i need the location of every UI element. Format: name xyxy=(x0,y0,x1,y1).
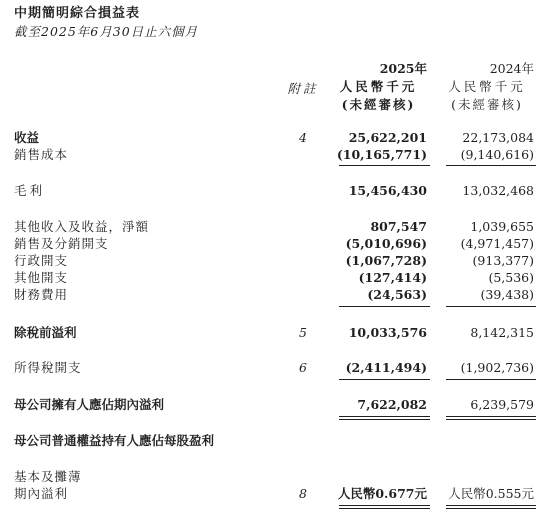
finance-costs-label: 財務費用 xyxy=(14,287,69,302)
total-double-rule-2024 xyxy=(446,416,536,420)
revenue-note: 4 xyxy=(299,130,307,145)
admin-expenses-2024: (913,377) xyxy=(472,253,534,268)
other-expenses-label: 其他開支 xyxy=(14,270,69,285)
other-expenses-2025: (127,414) xyxy=(358,270,427,285)
statement-title: 中期簡明綜合損益表 xyxy=(14,6,141,21)
other-income-label: 其他收入及收益，淨額 xyxy=(14,219,150,234)
profit-attributable-2024: 6,239,579 xyxy=(470,397,534,412)
cost-of-sales-2025: (10,165,771) xyxy=(336,147,427,162)
eps-2024: 人民幣0.555元 xyxy=(448,486,534,501)
other-expenses-2024: (5,536) xyxy=(488,270,534,285)
eps-section-heading: 母公司普通權益持有人應佔每股盈利 xyxy=(14,433,215,448)
profit-before-tax-label: 除稅前溢利 xyxy=(14,325,77,340)
unaudited-2024-header: (未經審核) xyxy=(451,97,523,112)
subtotal-rule-2025 xyxy=(339,165,430,166)
year-2025-header: 2025年 xyxy=(379,61,427,76)
income-tax-2025: (2,411,494) xyxy=(345,360,427,375)
period-profit-label: 期內溢利 xyxy=(14,486,69,501)
subtotal-rule-2025 xyxy=(339,379,430,380)
profit-attributable-label: 母公司擁有人應佔期內溢利 xyxy=(14,397,165,412)
basic-diluted-label: 基本及攤薄 xyxy=(14,469,82,484)
total-double-rule-2025 xyxy=(339,505,430,509)
subtotal-rule-2024 xyxy=(446,379,536,380)
note-column-header: 附註 xyxy=(287,81,319,96)
subtotal-rule-2025 xyxy=(339,306,430,307)
period-profit-note: 8 xyxy=(299,486,307,501)
selling-expenses-2025: (5,010,696) xyxy=(345,236,427,251)
unaudited-2025-header: (未經審核) xyxy=(341,97,416,112)
finance-costs-2025: (24,563) xyxy=(367,287,427,302)
profit-before-tax-2025: 10,033,576 xyxy=(348,325,427,340)
cost-of-sales-2024: (9,140,616) xyxy=(460,147,534,162)
currency-2024-header: 人民幣千元 xyxy=(448,79,526,94)
gross-profit-2025: 15,456,430 xyxy=(348,183,427,198)
currency-2025-header: 人民幣千元 xyxy=(339,79,418,94)
profit-before-tax-note: 5 xyxy=(299,325,307,340)
revenue-2025: 25,622,201 xyxy=(348,130,427,145)
eps-2025: 人民幣0.677元 xyxy=(337,486,427,501)
revenue-label: 收益 xyxy=(14,130,40,145)
subtotal-rule-2024 xyxy=(446,165,536,166)
income-tax-note: 6 xyxy=(299,360,307,375)
gross-profit-label: 毛利 xyxy=(14,183,46,198)
selling-expenses-label: 銷售及分銷開支 xyxy=(14,236,109,251)
revenue-2024: 22,173,084 xyxy=(462,130,534,145)
income-tax-2024: (1,902,736) xyxy=(460,360,534,375)
year-2024-header: 2024年 xyxy=(489,61,534,76)
profit-attributable-2025: 7,622,082 xyxy=(357,397,427,412)
admin-expenses-2025: (1,067,728) xyxy=(345,253,427,268)
other-income-2024: 1,039,655 xyxy=(470,219,534,234)
income-tax-label: 所得稅開支 xyxy=(14,360,82,375)
other-income-2025: 807,547 xyxy=(370,219,427,234)
total-double-rule-2025 xyxy=(339,416,430,420)
profit-before-tax-2024: 8,142,315 xyxy=(470,325,534,340)
gross-profit-2024: 13,032,468 xyxy=(462,183,534,198)
subtotal-rule-2024 xyxy=(446,306,536,307)
finance-costs-2024: (39,438) xyxy=(480,287,534,302)
selling-expenses-2024: (4,971,457) xyxy=(460,236,534,251)
total-double-rule-2024 xyxy=(446,505,536,509)
admin-expenses-label: 行政開支 xyxy=(14,253,69,268)
statement-subtitle: 截至2025年6月30日止六個月 xyxy=(14,24,199,39)
cost-of-sales-label: 銷售成本 xyxy=(14,147,69,162)
